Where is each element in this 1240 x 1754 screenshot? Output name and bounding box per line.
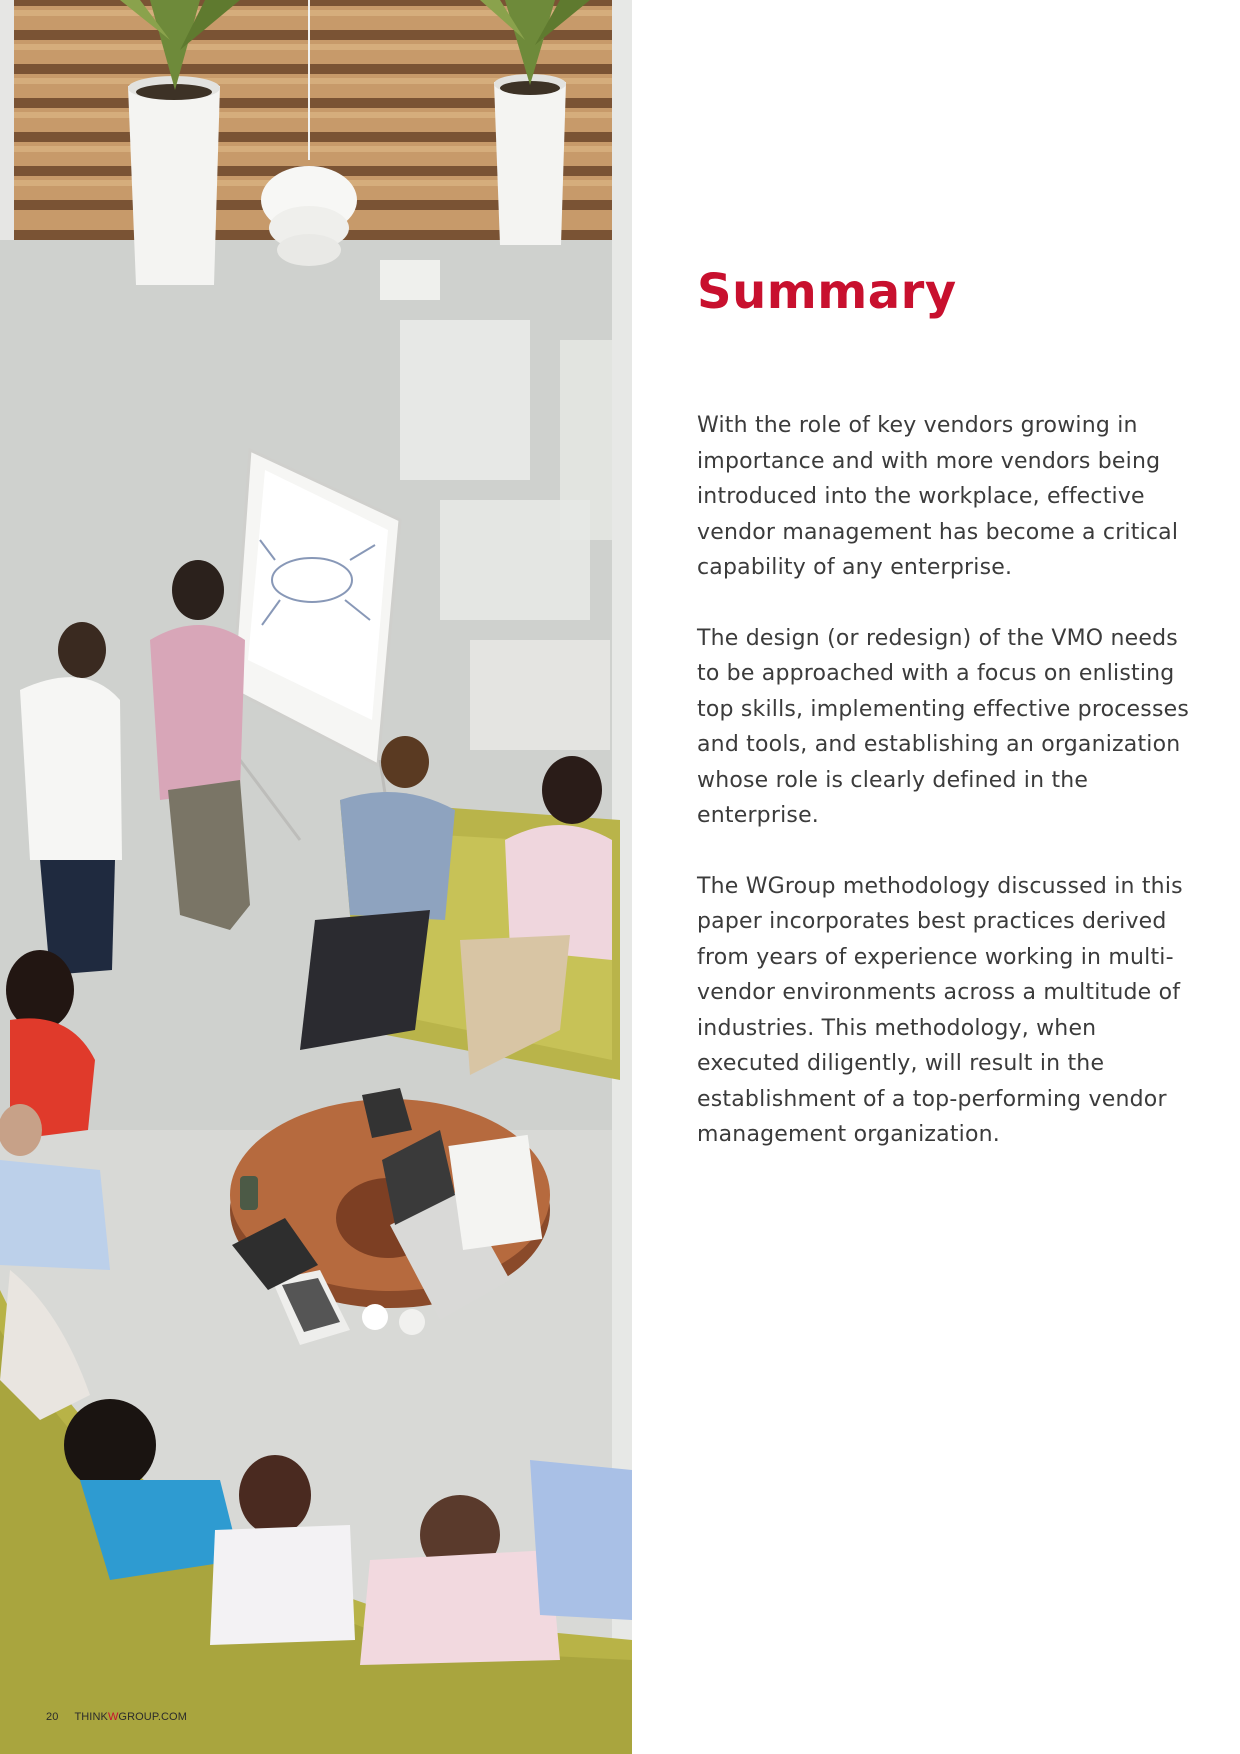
summary-section xyxy=(697,262,1197,1188)
paragraph-vendor-importance: With the role of key vendors growing in importance and with more vendors being introduced into the workplace, effective vendor management has become a critical capability of any enterprise. xyxy=(697,413,1179,580)
paragraph-methodology: The WGroup methodology discussed in this paper incorporates best practices derived from years of experience working in multi-vendor environments across a multitude of industries. This methodology, when executed diligently, will result in the establishment of a top-performing vendor management organization. xyxy=(697,873,1183,1147)
paragraph-vmo-design: The design (or redesign) of the VMO needs to be approached with a focus on enlisting top skills, implementing effective processes and tools, and establishing an organization whose role is clearly defined in the enterprise. xyxy=(697,625,1190,828)
page-footer xyxy=(46,1707,187,1727)
site-prefix: THINK xyxy=(74,1711,108,1723)
page-number: 20 xyxy=(46,1711,59,1723)
page-title: Summary xyxy=(697,264,957,320)
site-suffix: GROUP.COM xyxy=(118,1711,187,1723)
site-accent: W xyxy=(107,1711,119,1723)
website-link[interactable] xyxy=(74,1711,187,1723)
body-text xyxy=(697,408,1197,1153)
